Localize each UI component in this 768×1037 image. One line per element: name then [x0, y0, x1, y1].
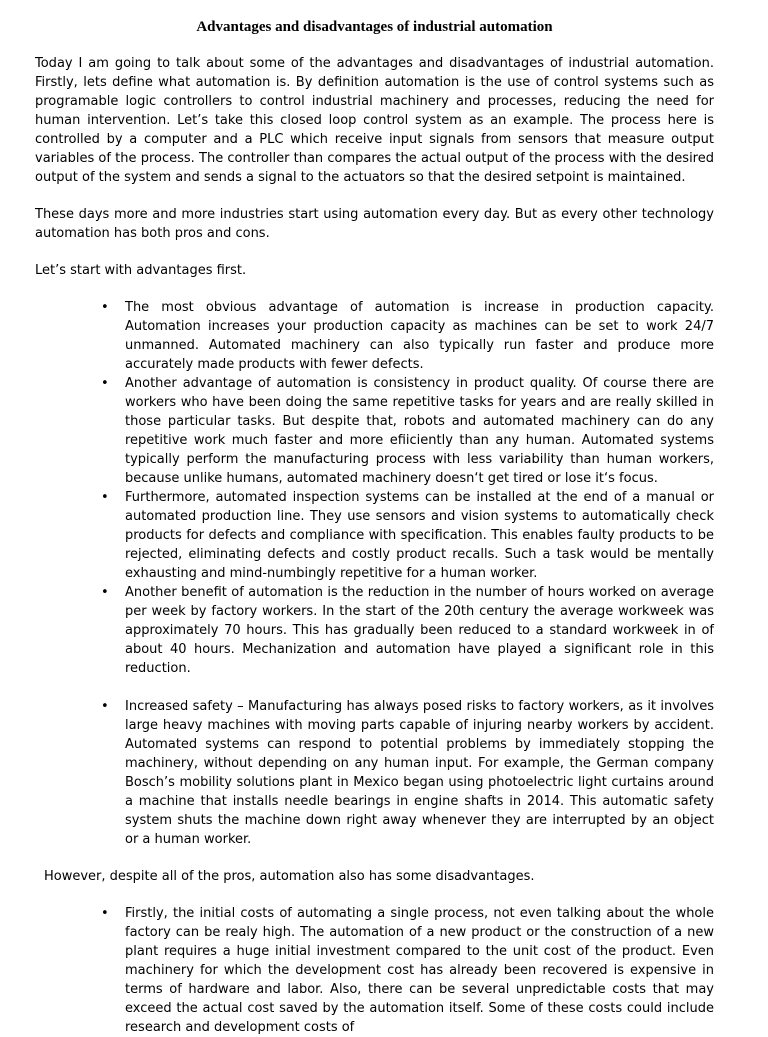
- list-item: [101, 697, 714, 849]
- list-item: [101, 374, 714, 488]
- list-item-text: The most obvious advantage of automation is increase in production capacity. Automation increases your production capacity as machines can be set to work 24/7 unmanned. Automated machinery can also typically run faster and produce more accurately made products with fewer defects.: [125, 300, 714, 372]
- list-item-text: Increased safety – Manufacturing has always posed risks to factory workers, as it involves large heavy machines with moving parts capable of injuring nearby workers by accident. Automated systems can respond to potential problems by immediately stopping the machinery, without depending on any human input. For example, the German company Bosch’s mobility solutions plant in Mexico began using photoelectric light curtains around a machine that installs needle bearings in engine shafts in 2014. This automatic safety system shuts the machine down right away whenever they are interrupted by an object or a human worker.: [125, 699, 714, 847]
- advantages-list: [35, 298, 714, 849]
- disadvantages-intro: However, despite all of the pros, automation also has some disadvantages.: [44, 869, 535, 884]
- disadvantages-list: [35, 904, 714, 1037]
- list-item: [101, 583, 714, 678]
- document-page: [35, 17, 714, 1037]
- list-item: [101, 904, 714, 1037]
- bullet-icon: •: [101, 300, 109, 315]
- bullet-icon: •: [101, 906, 109, 921]
- intro-paragraph: Today I am going to talk about some of the advantages and disadvantages of industrial automation. Firstly, lets define what automation is. By definition automation is the use of control systems such as programable logic controllers to control industrial machinery and processes, reducing the need for human intervention. Let’s take this closed loop control system as an example. The process here is controlled by a computer and a PLC which receive input signals from sensors that measure output variables of the process. The controller than compares the actual output of the process with the desired output of the system and sends a signal to the actuators so that the desired setpoint is maintained.: [35, 56, 714, 185]
- advantages-intro: Let’s start with advantages first.: [35, 263, 247, 278]
- list-item-text: Furthermore, automated inspection systems can be installed at the end of a manual or automated production line. They use sensors and vision systems to automatically check products for defects and compliance with specification. This enables faulty products to be rejected, eliminating defects and costly product recalls. Such a task would be mentally exhausting and mind-numbingly repetitive for a human worker.: [125, 490, 714, 581]
- bullet-icon: •: [101, 699, 109, 714]
- pros-cons-paragraph: These days more and more industries start using automation every day. But as every other technology automation has both pros and cons.: [35, 207, 714, 241]
- list-item-text: Another advantage of automation is consistency in product quality. Of course there are workers who have been doing the same repetitive tasks for years and are really skilled in those particular tasks. But despite that, robots and automated machinery can do any repetitive work much faster and more efiiciently than any human. Automated systems typically perform the manufacturing process with less variability than human workers, because unlike humans, automated machinery doesn‘t get tired or lose it‘s focus.: [125, 376, 714, 486]
- list-item: [101, 488, 714, 583]
- bullet-icon: •: [101, 376, 109, 391]
- list-item-text: Firstly, the initial costs of automating a single process, not even talking about the whole factory can be realy high. The automation of a new product or the construction of a new plant requires a huge initial investment compared to the unit cost of the product. Even machinery for which the development cost has already been recovered is expensive in terms of hardware and labor. Also, there can be several unpredictable costs that may exceed the actual cost saved by the automation itself. Some of these costs could include research and development costs of: [125, 906, 714, 1035]
- document-title: Advantages and disadvantages of industrial automation: [196, 19, 553, 35]
- bullet-icon: •: [101, 490, 109, 505]
- list-item: [101, 298, 714, 374]
- bullet-icon: •: [101, 585, 109, 600]
- list-item-text: Another benefit of automation is the reduction in the number of hours worked on average per week by factory workers. In the start of the 20th century the average workweek was approximately 70 hours. This has gradually been reduced to a standard workweek in of about 40 hours. Mechanization and automation have played a significant role in this reduction.: [125, 585, 714, 676]
